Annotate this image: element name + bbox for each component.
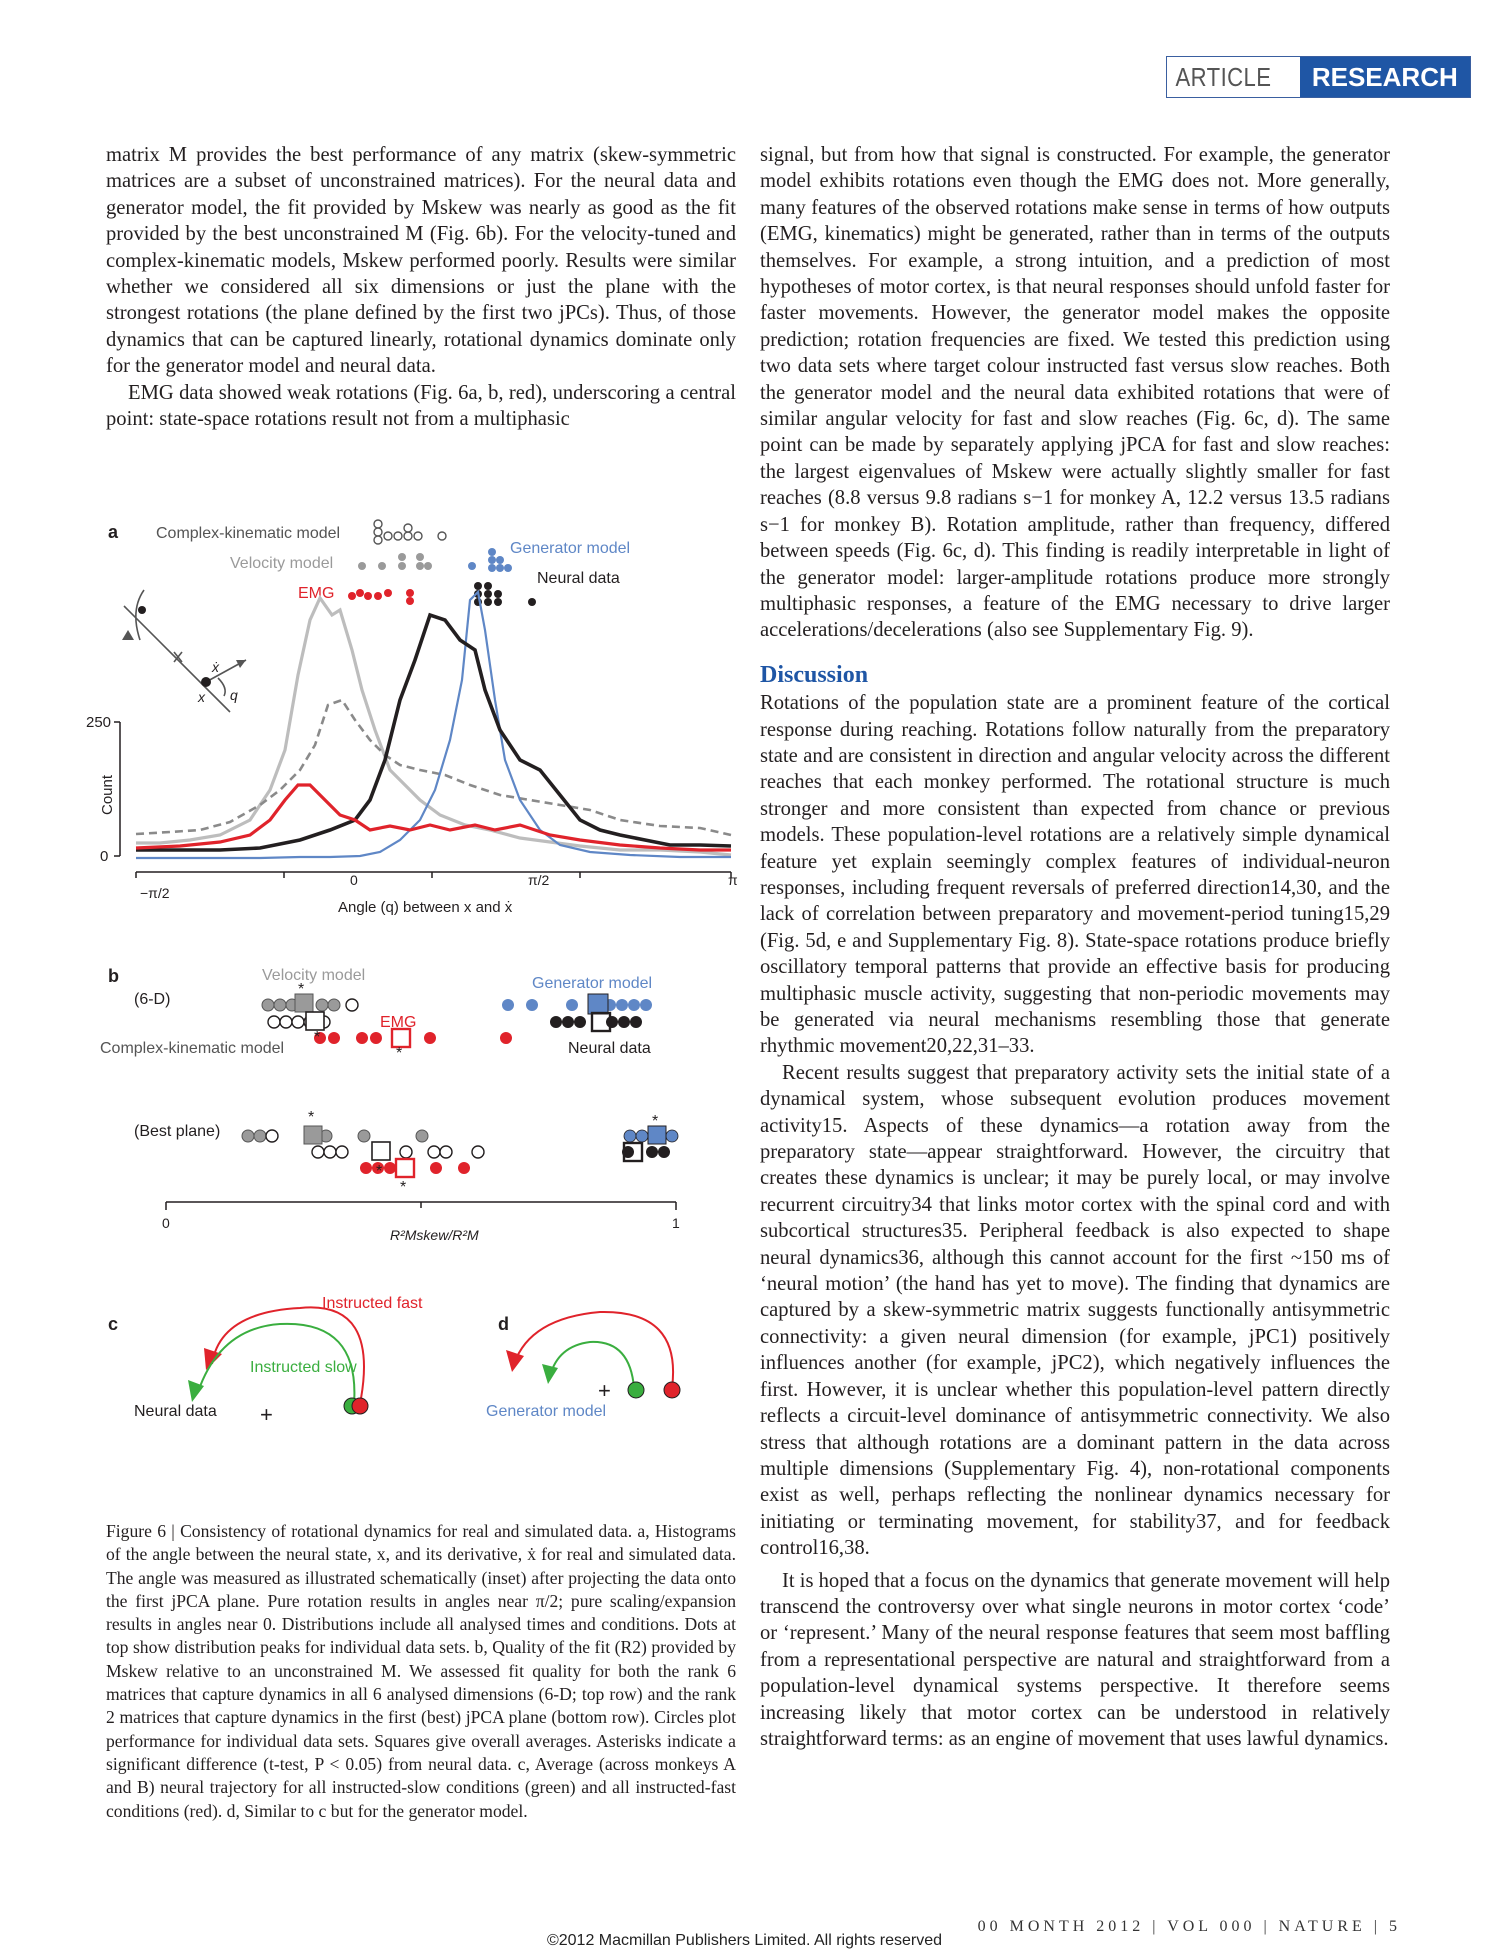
inset-x-label: x bbox=[198, 689, 205, 705]
b-best-neural-circles bbox=[622, 1146, 670, 1158]
b-6d-complex-mean bbox=[306, 1012, 324, 1030]
legend-generator: Generator model bbox=[510, 540, 631, 557]
panel-b-letter: b bbox=[108, 966, 119, 986]
b-best-emg-mean bbox=[396, 1159, 414, 1177]
c-slow-label: Instructed slow bbox=[250, 1359, 357, 1376]
legend-emg: EMG bbox=[298, 585, 335, 602]
b-x-tick-0: 0 bbox=[162, 1215, 170, 1231]
left-column-text bbox=[106, 142, 736, 432]
svg-text:*: * bbox=[396, 1045, 403, 1062]
b-6d-generator-mean bbox=[588, 994, 608, 1014]
journal-header-badge bbox=[1166, 56, 1471, 98]
peak-dots-complex bbox=[374, 520, 446, 544]
journal-footer: 00 MONTH 2012 | VOL 000 | NATURE | 5 bbox=[977, 1918, 1401, 1935]
label-6d: (6-D) bbox=[134, 991, 171, 1008]
c-origin-plus: + bbox=[260, 1402, 273, 1427]
right-paragraph-1: signal, but from how that signal is constructed. For example, the generator model exhibits rotations even though the EMG does not. More generally, many features of the observed rotations make sense in terms of how outputs (EMG, kinematics) might be generated, rather than in terms of the outputs themselves. For example, a strong intuition, and a prediction of most hypotheses of motor cortex, is that neural responses should unfold faster for faster movements. However, the generator model makes the opposite prediction; rotation frequencies are fixed. We tested this prediction using two data sets where target colour instructed fast versus slow reaches. Both the generator model and the neural data exhibited rotations that were of similar angular velocity for fast and slow reaches (Fig. 6c, d). The same point can be made by separately applying jPCA for fast and slow reaches: the largest eigenvalues of Mskew were actually slightly smaller for fast reaches (8.8 versus 9.8 radians s−1 for monkey A, 12.2 versus 13.5 radians s−1 for monkey B). Rotation amplitude, rather than frequency, differed between speeds (Fig. 6c, d). This finding is readily interpretable in light of the generator model: larger-amplitude rotations produce more strongly multiphasic responses, a feature of the EMG necessary to drive larger accelerations/decelerations (also see Supplementary Fig. 9). bbox=[760, 144, 1390, 642]
legend-complex-kinematic: Complex-kinematic model bbox=[156, 525, 341, 542]
legend-velocity: Velocity model bbox=[230, 555, 334, 572]
b-6d-neural-circles bbox=[550, 1016, 642, 1028]
label-best-plane: (Best plane) bbox=[134, 1123, 221, 1140]
b-x-tick-1: 1 bbox=[672, 1215, 680, 1231]
discussion-heading: Discussion bbox=[760, 661, 869, 688]
x-tick-pi: π bbox=[728, 872, 738, 888]
header-research-label: RESEARCH bbox=[1300, 57, 1470, 97]
svg-text:*: * bbox=[652, 1113, 659, 1130]
svg-text:*: * bbox=[314, 1029, 321, 1046]
curve-neural bbox=[136, 615, 731, 850]
inset-top-dot bbox=[138, 606, 146, 614]
x-axis-label: Angle (q) between x and ẋ bbox=[338, 899, 513, 916]
discussion-paragraph-3: It is hoped that a focus on the dynamics that generate movement will help transcend the controversy over what single neurons in motor cortex ‘code’ or ‘represent.’ Many of the neural response features that seem most baffling from a representational perspective are natural and straightforward from a population-level dynamical systems perspective. It therefore seems increasing likely that motor cortex can be understood in relatively straightforward terms: as an engine of movement that uses lawful dynamics. bbox=[760, 1569, 1390, 1750]
b-6d-emg-circles bbox=[314, 1032, 512, 1044]
legend-neural: Neural data bbox=[537, 570, 620, 587]
figure-6-caption: Figure 6 | Consistency of rotational dynamics for real and simulated data. a, Histograms of the angle between the neural state, x, and its derivative, ẋ for real and simulated data. The angle was measured as illustrated schematically (inset) after projecting the data onto the first jPCA plane. Pure rotation results in angles near π/2; pure scaling/expansion results in angles near 0. Distributions include all analysed times and conditions. Dots at top show distribution peaks for individual data sets. b, Quality of the fit (R2) provided by Mskew relative to an unconstrained M. We assessed fit quality for both the rank 6 matrices that capture dynamics in all 6 analysed dimensions (6-D; top row) and the rank 2 matrices that capture dynamics in the first (best) jPCA plane (bottom row). Circles plot performance for individual data sets. Squares give overall averages. Asterisks indicate a significant difference (t-test, P < 0.05) from neural data. c, Average (across monkeys A and B) neural trajectory for all instructed-slow conditions (green) and all instructed-fast conditions (red). d, Similar to c but for the generator model. bbox=[106, 1521, 736, 1821]
y-axis-label: Count bbox=[99, 774, 116, 815]
peak-dots-velocity bbox=[358, 553, 432, 570]
d-slow-start bbox=[628, 1382, 644, 1398]
discussion-paragraph-1: Rotations of the population state are a prominent feature of the cortical response during reaching. Rotations follow naturally from the preparatory state and are consistent in direction and angular velocity across the different reaches that each monkey performed. The rotational structure is much stronger and more consistent than expected from chance or previous models. These population-level rotations are a relatively simple dynamical feature yet explain seemingly complex features of individual-neuron responses, including frequent reversals of preferred direction14,30, and the lack of correlation between preparatory and movement-period tuning15,29 (Fig. 5d, e and Supplementary Fig. 8). State-space rotations produce briefly oscillatory temporal patterns that provide an effective basis for producing multiphasic muscle activity, suggesting that non-periodic movements may be generated via neural mechanisms resembling those that generate rhythmic movement20,22,31–33. bbox=[760, 692, 1390, 1058]
svg-text:*: * bbox=[308, 1109, 315, 1126]
figure-6 bbox=[86, 500, 740, 1500]
d-fast-trajectory bbox=[514, 1312, 673, 1388]
c-neural-label: Neural data bbox=[134, 1403, 217, 1420]
inset-q-label: q bbox=[230, 687, 238, 703]
d-slow-arrowhead bbox=[542, 1364, 558, 1384]
discussion-paragraph-2: Recent results suggest that preparatory activity sets the initial state of a dynamical system, whose subsequent evolution produces movement activity15. Aspects of these dynamics—a rotation away from the preparatory state—appear straightforward. However, the circuitry that creates these dynamics is unclear; it may be purely local, or may involve recurrent circuitry34 that links motor cortex with the spinal cord and with subcortical structures35. Peripheral feedback is also expected to shape neural dynamics36, although this cannot account for the first ~150 ms of ‘neural motion’ (the hand has yet to move). The finding that dynamics are captured by a skew-symmetric matrix suggests functionally antisymmetric connectivity: a given neural dimension (for example, jPC1) positively influences another (for example, jPC2), which negatively influences the first. However, it is unclear whether this population-level pattern directly reflects a circuit-level dominance of antisymmetric connectivity. We also stress that although rotations are a dominant pattern in the data across multiple dimensions (Supplementary Fig. 4), non-rotational components exist as well, perhaps reflecting the nonlinear dynamics necessary for initiating or terminating movement, for stability37, and for feedback control16,38. bbox=[760, 1061, 1390, 1560]
b-neural-label: Neural data bbox=[568, 1040, 651, 1057]
left-paragraph-2: EMG data showed weak rotations (Fig. 6a, b, red), underscoring a central point: state-space rotations result not from a multiphasic bbox=[106, 381, 736, 431]
right-column-text bbox=[760, 142, 1390, 1752]
panel-b-axis bbox=[166, 1202, 676, 1210]
svg-text:*: * bbox=[376, 1163, 383, 1180]
d-slow-trajectory bbox=[550, 1342, 634, 1388]
inset-xdot-label: ẋ bbox=[212, 659, 219, 675]
b-best-complex-mean bbox=[372, 1142, 390, 1160]
y-tick-0: 0 bbox=[100, 848, 109, 865]
d-fast-arrowhead bbox=[506, 1350, 524, 1372]
c-fast-start bbox=[352, 1398, 368, 1414]
b-complex-label: Complex-kinematic model bbox=[100, 1040, 285, 1057]
d-generator-label: Generator model bbox=[486, 1403, 607, 1420]
b-x-axis-label: R²Mskew/R²M bbox=[390, 1227, 479, 1243]
curve-generator bbox=[136, 592, 731, 858]
d-fast-start bbox=[664, 1382, 680, 1398]
c-fast-arrowhead bbox=[204, 1348, 222, 1370]
c-fast-label: Instructed fast bbox=[322, 1295, 423, 1312]
copyright-footer: ©2012 Macmillan Publishers Limited. All rights reserved bbox=[546, 1932, 943, 1949]
svg-text:*: * bbox=[400, 1179, 407, 1196]
x-tick-neg-half-pi: −π/2 bbox=[140, 885, 170, 901]
b-generator-label: Generator model bbox=[532, 975, 653, 992]
y-tick-250: 250 bbox=[86, 714, 112, 731]
b-6d-generator-circles bbox=[502, 999, 652, 1011]
peak-dots-generator bbox=[468, 548, 512, 572]
b-velocity-label: Velocity model bbox=[262, 967, 366, 984]
x-tick-half-pi: π/2 bbox=[528, 872, 550, 888]
peak-dots-neural bbox=[474, 582, 536, 606]
panel-c-letter: c bbox=[108, 1314, 119, 1334]
x-tick-zero: 0 bbox=[350, 872, 358, 888]
svg-text:*: * bbox=[298, 981, 305, 998]
c-fast-trajectory bbox=[212, 1307, 364, 1404]
panel-a-letter: a bbox=[108, 522, 119, 542]
d-origin-plus: + bbox=[598, 1378, 611, 1403]
panel-d-letter: d bbox=[498, 1314, 509, 1334]
peak-dots-emg bbox=[348, 589, 414, 605]
curve-complex-kinematic bbox=[136, 700, 731, 835]
curve-velocity bbox=[136, 598, 731, 855]
left-paragraph-1: matrix M provides the best performance of any matrix (skew-symmetric matrices are a subset of unconstrained matrices). For the neural data and generator model, the fit provided by Mskew was nearly as good as the fit provided by the best unconstrained M (Fig. 6b). For the velocity-tuned and complex-kinematic models, Mskew performed poorly. Results were similar whether we considered all six dimensions or just the plane with the strongest rotations (the plane defined by the first two jPCs). Thus, of those dynamics that can be captured linearly, rotational dynamics dominate only for the generator model and neural data. bbox=[106, 144, 736, 378]
header-article-label: ARTICLE bbox=[1167, 57, 1280, 97]
b-emg-label: EMG bbox=[380, 1014, 417, 1031]
b-best-velocity-mean bbox=[304, 1126, 322, 1144]
inset-state-dot bbox=[201, 677, 211, 687]
